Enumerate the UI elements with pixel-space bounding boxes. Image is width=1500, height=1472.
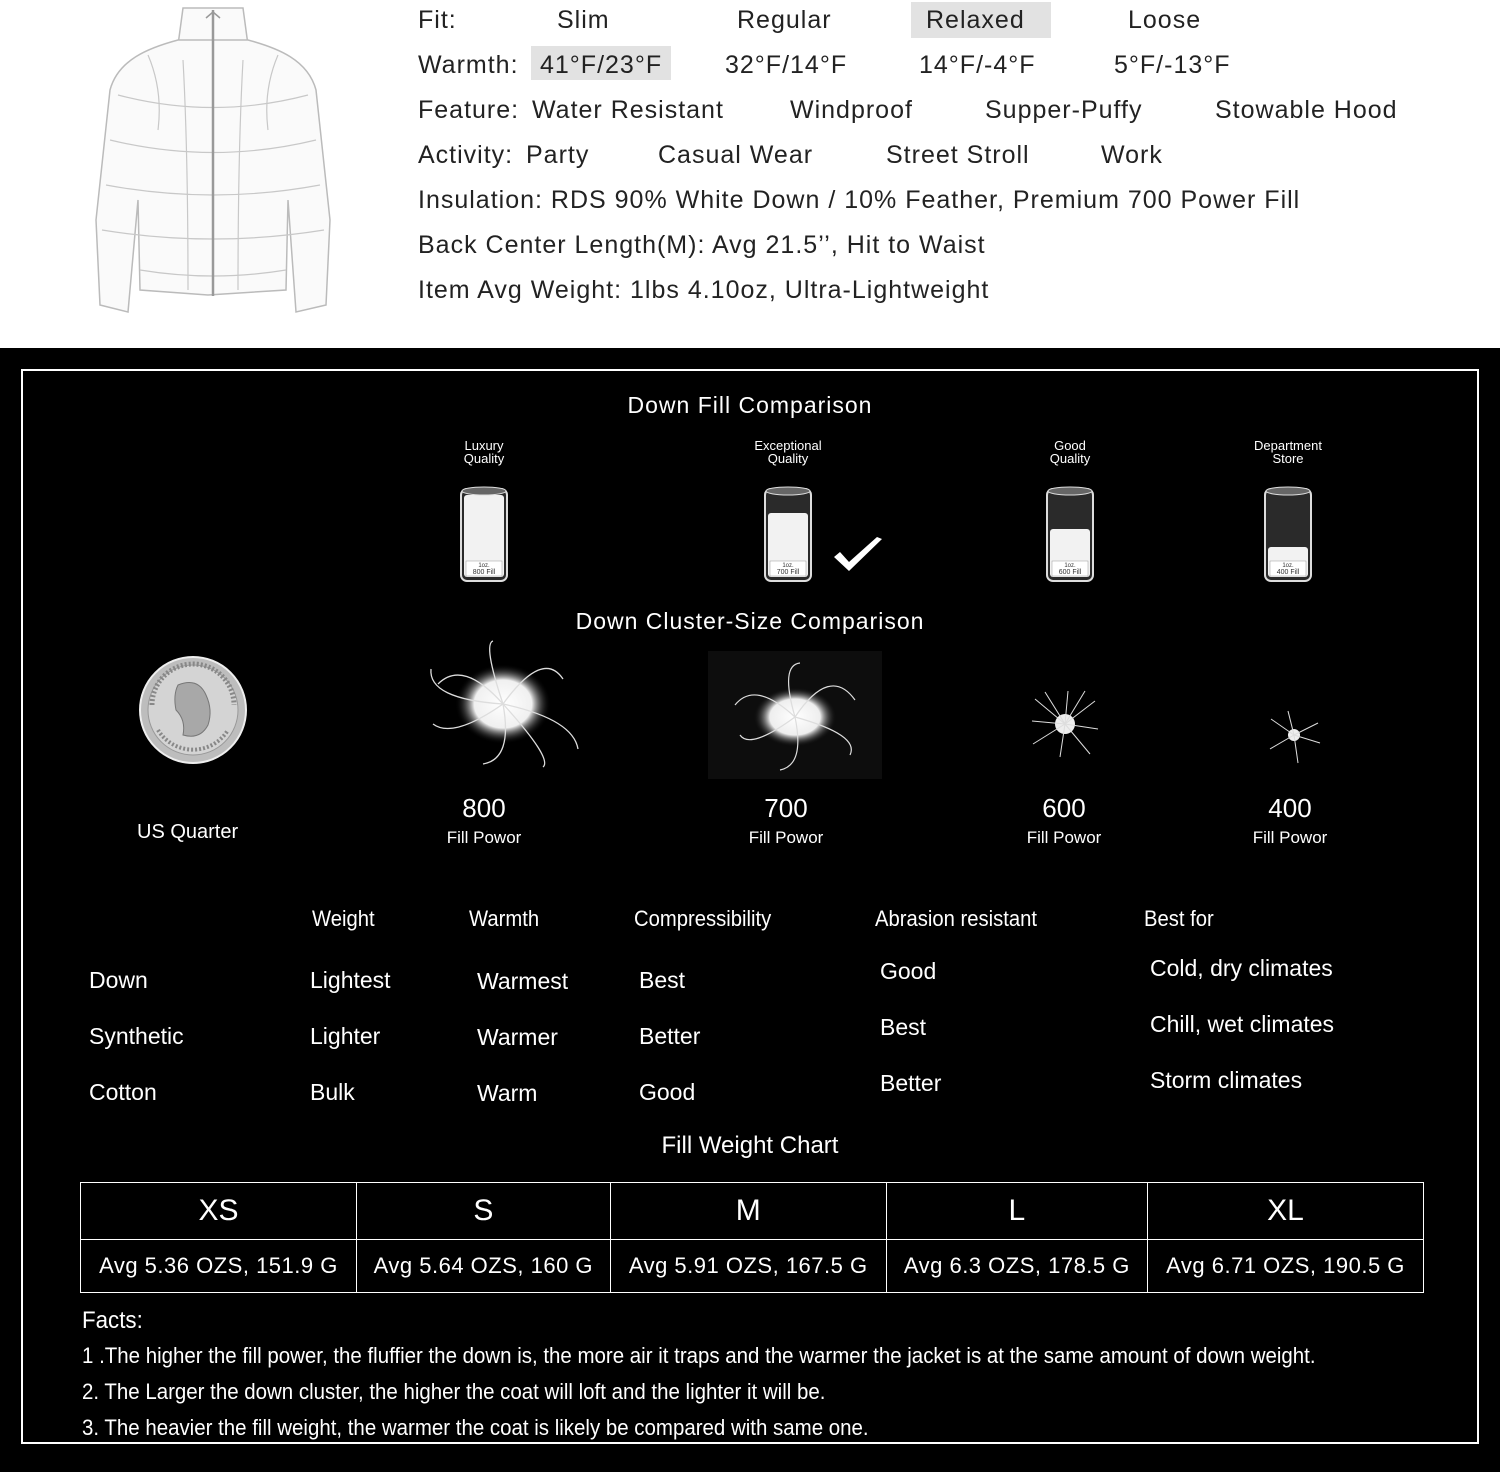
- fit-option-relaxed-selected[interactable]: Relaxed: [926, 6, 1025, 34]
- warmth-option-4[interactable]: 5°F/-13°F: [1114, 51, 1231, 79]
- svg-text:1oz.: 1oz.: [782, 563, 794, 569]
- header-compressibility: Compressibility: [634, 906, 772, 931]
- quality-department-store: Department Store: [1254, 438, 1322, 466]
- svg-text:800 Fill: 800 Fill: [472, 569, 496, 576]
- feature-stowable-hood: Stowable Hood: [1215, 96, 1398, 124]
- cotton-best-for: Storm climates: [1150, 1067, 1303, 1093]
- weight-m: Avg 5.91 OZS, 167.5 G: [610, 1240, 886, 1293]
- activity-casual-wear: Casual Wear: [658, 141, 814, 169]
- down-compress: Best: [639, 967, 686, 993]
- header-abrasion: Abrasion resistant: [875, 906, 1038, 931]
- fill-800-label: Fill Powor: [446, 828, 522, 847]
- quality-luxury: Luxury Quality: [463, 438, 505, 466]
- row-name-synthetic: Synthetic: [89, 1023, 184, 1049]
- fill-weight-title: Fill Weight Chart: [661, 1132, 839, 1159]
- feature-windproof: Windproof: [790, 96, 913, 124]
- size-xl: XL: [1148, 1183, 1424, 1240]
- synthetic-compress: Better: [639, 1023, 701, 1049]
- svg-text:1oz.: 1oz.: [1282, 563, 1294, 569]
- fact-1: 1 .The higher the fill power, the fluffier the down is, the more air it traps and the warmer the jacket is at the same amount of down weight.: [82, 1343, 1316, 1368]
- fill-400-label: Fill Powor: [1252, 828, 1328, 847]
- fill-400-value: 400: [1268, 793, 1312, 823]
- cotton-weight: Bulk: [310, 1079, 355, 1105]
- row-name-down: Down: [89, 967, 148, 993]
- cotton-warmth: Warm: [477, 1080, 538, 1106]
- svg-text:400 Fill: 400 Fill: [1276, 569, 1300, 576]
- synthetic-best-for: Chill, wet climates: [1150, 1011, 1335, 1037]
- jar-800-icon: [460, 485, 508, 583]
- fill-600-label: Fill Powor: [1026, 828, 1102, 847]
- weight-s: Avg 5.64 OZS, 160 G: [356, 1240, 610, 1293]
- fact-2: 2. The Larger the down cluster, the higher the coat will loft and the lighter it will be.: [82, 1379, 826, 1404]
- warmth-label: Warmth:: [418, 51, 519, 79]
- activity-street-stroll: Street Stroll: [886, 141, 1030, 169]
- weight-spec: Item Avg Weight: 1lbs 4.10oz, Ultra-Lightweight: [418, 276, 990, 304]
- row-name-cotton: Cotton: [89, 1079, 157, 1105]
- checkmark-icon: [831, 535, 885, 575]
- jar-400-icon: [1264, 485, 1312, 583]
- activity-work: Work: [1101, 141, 1163, 169]
- fill-600-value: 600: [1042, 793, 1086, 823]
- down-cluster-800-image: [423, 639, 583, 769]
- panel-border: [21, 369, 1479, 1444]
- weight-xl: Avg 6.71 OZS, 190.5 G: [1148, 1240, 1424, 1293]
- size-m: M: [610, 1183, 886, 1240]
- fit-option-loose[interactable]: Loose: [1128, 6, 1202, 34]
- down-fill-title: Down Fill Comparison: [627, 392, 873, 418]
- warmth-option-3[interactable]: 14°F/-4°F: [919, 51, 1036, 79]
- us-quarter-icon: [138, 655, 248, 765]
- us-quarter-label: US Quarter: [137, 821, 239, 843]
- fit-option-slim[interactable]: Slim: [557, 6, 610, 34]
- warmth-option-2[interactable]: 32°F/14°F: [725, 51, 848, 79]
- warmth-option-1-selected[interactable]: 41°F/23°F: [540, 51, 663, 79]
- jar-600-icon: [1046, 485, 1094, 583]
- insulation-spec: Insulation: RDS 90% White Down / 10% Feather, Premium 700 Power Fill: [418, 186, 1301, 214]
- feature-label: Feature:: [418, 96, 520, 124]
- fact-3: 3. The heavier the fill weight, the warmer the coat is likely be compared with same one.: [82, 1415, 869, 1440]
- down-cluster-600-image: [1030, 689, 1100, 759]
- quality-good: Good Quality: [1049, 438, 1091, 466]
- fit-label: Fit:: [418, 6, 457, 34]
- synthetic-abrasion: Best: [880, 1014, 927, 1040]
- fill-800-value: 800: [462, 793, 506, 823]
- quality-exceptional: Exceptional Quality: [754, 438, 822, 466]
- down-warmth: Warmest: [477, 968, 569, 994]
- puffer-jacket-image: [88, 0, 338, 330]
- fill-700-value: 700: [764, 793, 808, 823]
- down-abrasion: Good: [880, 958, 937, 984]
- cotton-abrasion: Better: [880, 1070, 942, 1096]
- activity-party: Party: [526, 141, 590, 169]
- svg-text:1oz.: 1oz.: [478, 563, 490, 569]
- info-panel: [0, 348, 1500, 1472]
- size-l: L: [886, 1183, 1147, 1240]
- weight-xs: Avg 5.36 OZS, 151.9 G: [81, 1240, 357, 1293]
- feature-supper-puffy: Supper-Puffy: [985, 96, 1143, 124]
- svg-text:1oz.: 1oz.: [1064, 563, 1076, 569]
- weight-l: Avg 6.3 OZS, 178.5 G: [886, 1240, 1147, 1293]
- header-warmth: Warmth: [469, 906, 540, 931]
- fill-weight-table: [80, 1182, 1424, 1293]
- feature-water-resistant: Water Resistant: [532, 96, 724, 124]
- header-weight: Weight: [312, 906, 375, 931]
- synthetic-weight: Lighter: [310, 1023, 381, 1049]
- cotton-compress: Good: [639, 1079, 696, 1105]
- down-cluster-700-image: [720, 655, 870, 775]
- fill-700-label: Fill Powor: [748, 828, 824, 847]
- jar-700-icon: [764, 485, 812, 583]
- size-xs: XS: [81, 1183, 357, 1240]
- synthetic-warmth: Warmer: [477, 1024, 558, 1050]
- header-best-for: Best for: [1144, 906, 1214, 931]
- down-best-for: Cold, dry climates: [1150, 955, 1333, 981]
- activity-label: Activity:: [418, 141, 514, 169]
- cluster-title: Down Cluster-Size Comparison: [575, 608, 925, 634]
- facts-title: Facts:: [82, 1307, 143, 1334]
- fit-option-regular[interactable]: Regular: [737, 6, 832, 34]
- down-weight: Lightest: [310, 967, 391, 993]
- svg-text:600 Fill: 600 Fill: [1058, 569, 1082, 576]
- size-s: S: [356, 1183, 610, 1240]
- back-length-spec: Back Center Length(M): Avg 21.5’’, Hit to Waist: [418, 231, 986, 259]
- spec-section: [0, 0, 1500, 348]
- svg-text:700 Fill: 700 Fill: [776, 569, 800, 576]
- down-cluster-400-image: [1266, 709, 1322, 765]
